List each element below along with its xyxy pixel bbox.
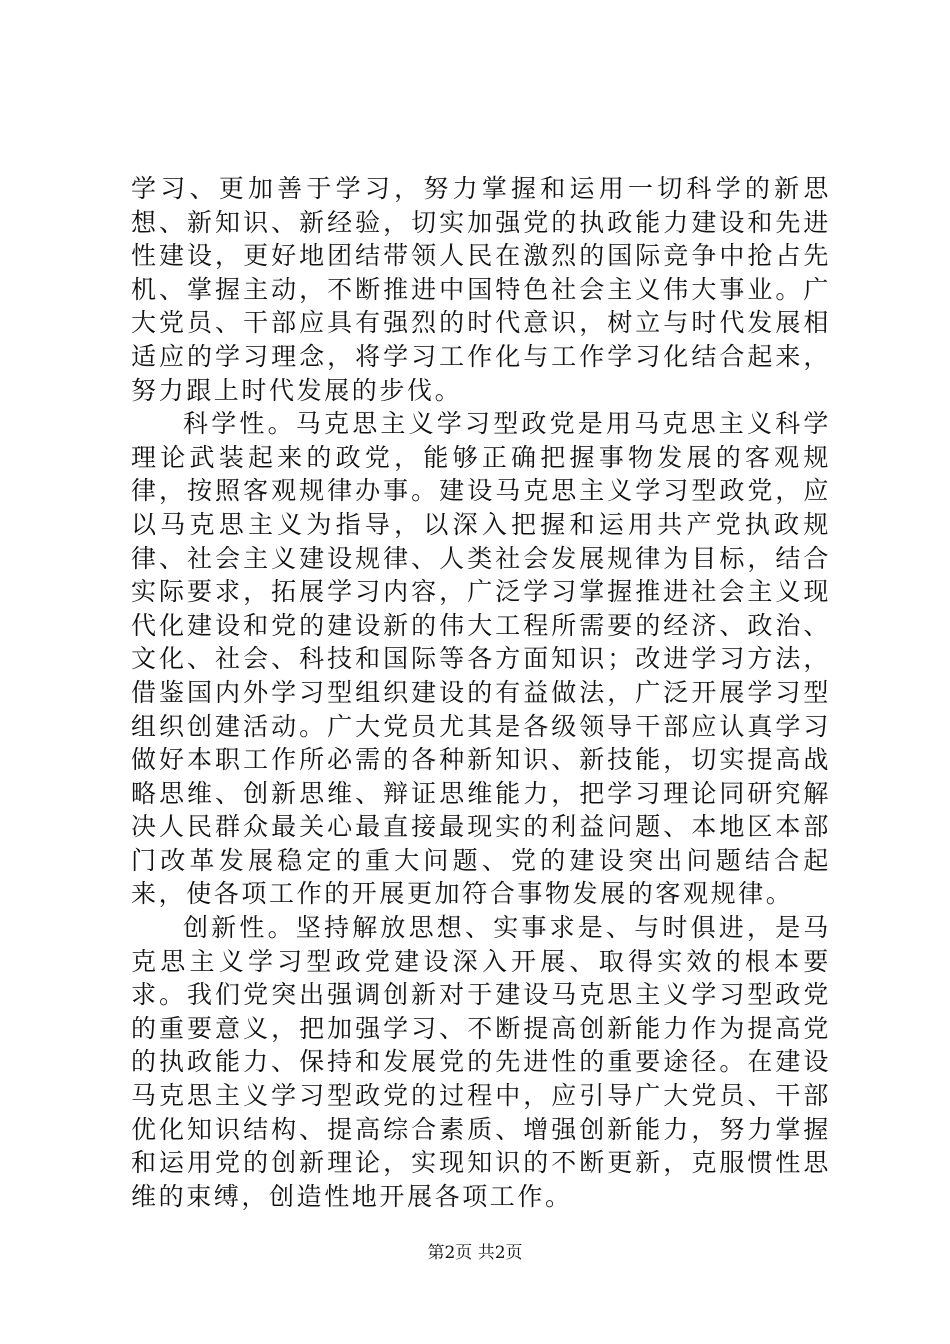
paragraph-scientific: 科学性。马克思主义学习型政党是用马克思主义科学理论武装起来的政党，能够正确把握事物发展的客观规律，按照客观规律办事。建设马克思主义学习型政党，应以马克思主义为指导，以深入把握和运用共产党执政规律、社会主义建设规律、人类社会发展规律为目标，结合实际要求，拓展学习内容，广泛学习掌握推进社会主义现代化建设和党的建设新的伟大工程所需要的经济、政治、文化、社会、科技和国际等各方面知识；改进学习方法，借鉴国内外学习型组织建设的有益做法，广泛开展学习型组织创建活动。广大党员尤其是各级领导干部应认真学习做好本职工作所必需的各种新知识、新技能，切实提高战略思维、创新思维、辩证思维能力，把学习理论同研究解决人民群众最关心最直接最现实的利益问题、本地区本部门改革发展稳定的重大问题、党的建设突出问题结合起来，使各项工作的开展更加符合事物发展的客观规律。 [131, 409, 831, 909]
page-footer: 第2页 共2页 [427, 1243, 523, 1263]
document-body [131, 172, 831, 1213]
paragraph-continuation: 学习、更加善于学习，努力掌握和运用一切科学的新思想、新知识、新经验，切实加强党的执政能力建设和先进性建设，更好地团结带领人民在激烈的国际竞争中抢占先机、掌握主动，不断推进中国特色社会主义伟大事业。广大党员、干部应具有强烈的时代意识，树立与时代发展相适应的学习理念，将学习工作化与工作学习化结合起来，努力跟上时代发展的步伐。 [131, 174, 831, 405]
paragraph-innovative: 创新性。坚持解放思想、实事求是、与时俱进，是马克思主义学习型政党建设深入开展、取得实效的根本要求。我们党突出强调创新对于建设马克思主义学习型政党的重要意义，把加强学习、不断提高创新能力作为提高党的执政能力、保持和发展党的先进性的重要途径。在建设马克思主义学习型政党的过程中，应引导广大党员、干部优化知识结构、提高综合素质、增强创新能力，努力掌握和运用党的创新理论，实现知识的不断更新，克服惯性思维的束缚，创造性地开展各项工作。 [131, 913, 831, 1211]
